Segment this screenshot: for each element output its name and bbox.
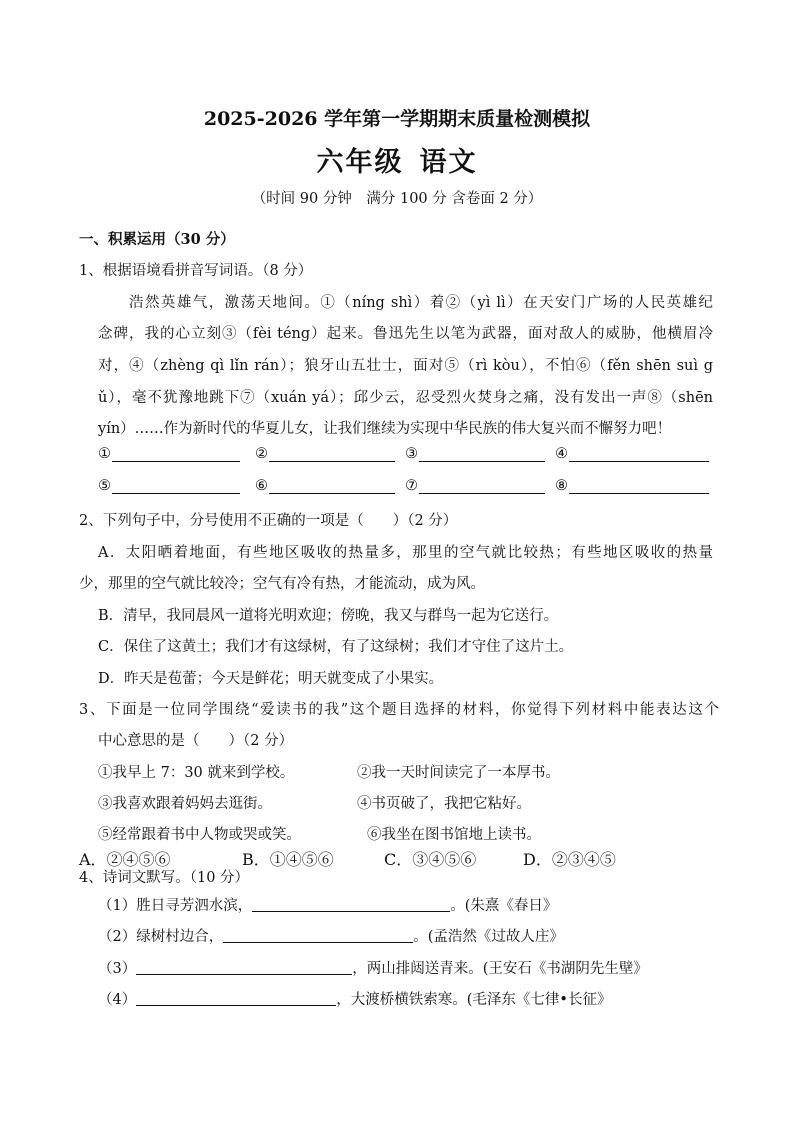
q4-answer-blank[interactable] [136,990,336,1006]
q4-item-text: 。(朱熹《春日》 [450,898,558,914]
blank-number: ③ [405,446,418,462]
q4-item-text: ，大渡桥横铁索寒。(毛泽东《七律•长征》 [336,992,612,1008]
q2-option-a: A．太阳晒着地面，有些地区吸收的热量多，那里的空气就比较热；有些地区吸收的热量 [98,545,713,561]
answer-blank[interactable] [405,477,555,494]
q4-item-text: 。(孟浩然《过故人庄》 [413,929,564,945]
q3-material: ②我一天时间读完了一本厚书。 [357,765,560,781]
q3-choice-c[interactable]: C．③④⑤⑥ [384,850,477,869]
q3-material: ①我早上 7：30 就来到学校。 [98,765,295,781]
q4-item-text: （3） [98,961,137,977]
grade-label: 六年级 [316,147,404,178]
q4-item-text: （4） [98,992,137,1008]
q4-item-2 [98,925,564,946]
q2-option-b: B．清早，我同晨风一道将光明欢迎；傍晚，我又与群鸟一起为它送行。 [98,608,559,624]
q1-passage-line: yín）……作为新时代的华夏儿女，让我们继续为实现中华民族的伟大复兴而不懈努力吧！ [98,421,672,437]
q4-item-text: （2）绿树村边合， [98,929,224,945]
q1-passage-line: 对，④（zhèng qì lǐn rán）；狼牙山五壮士，面对⑤（rì kòu），不怕⑥（fěn shēn suì g [98,358,713,374]
answer-blank[interactable] [555,445,713,462]
q4-answer-blank[interactable] [136,959,352,975]
q3-choice-d[interactable]: D．②③④⑤ [523,850,616,869]
q4-item-text: （1）胜日寻芳泗水滨， [98,898,253,914]
q4-item-4 [98,988,611,1009]
q3-choice-a[interactable]: A．②④⑤⑥ [79,850,171,869]
blank-number: ⑧ [555,478,568,494]
answer-blank[interactable] [98,445,255,462]
q1-prompt: 1、根据语境看拼音写词语。（8 分） [79,263,313,279]
q3-material: ⑥我坐在图书馆地上读书。 [367,827,541,843]
q3-material: ⑤经常跟着书中人物或哭或笑。 [98,827,301,843]
q1-passage-line: 念碑，我的心立刻③（fèi téng）起来。鲁迅先生以笔为武器，面对敌人的威胁，他横眉冷 [98,326,713,342]
q4-item-text: ，两山排闼送青来。(王安石《书湖阴先生壁》 [352,961,648,977]
q3-prompt-cont: 中心意思的是（ ）（2 分） [98,733,294,749]
q3-choice-b[interactable]: B．①④⑤⑥ [242,850,334,869]
exam-title: 2025-2026 学年第一学期期末质量检测模拟 [203,108,591,130]
blank-number: ⑥ [255,478,268,494]
q1-answer-row [98,477,713,494]
q3-material: ④书页破了，我把它粘好。 [357,796,531,812]
answer-blank[interactable] [255,445,405,462]
blank-number: ⑦ [405,478,418,494]
q4-answer-blank[interactable] [223,927,413,943]
blank-number: ① [98,446,111,462]
q2-option-c: C．保住了这黄土；我们才有这绿树，有了这绿树；我们才守住了这片土。 [98,639,574,655]
answer-blank[interactable] [405,445,555,462]
q2-prompt: 2、下列句子中，分号使用不正确的一项是（ ）（2 分） [79,513,458,529]
q3-material: ③我喜欢跟着妈妈去逛街。 [98,796,272,812]
blank-number: ② [255,446,268,462]
q4-prompt: 4、诗词文默写。（10 分） [79,870,250,886]
answer-blank[interactable] [255,477,405,494]
q4-item-3 [98,957,648,978]
blank-number: ⑤ [98,478,111,494]
exam-subtitle [0,140,794,179]
answer-blank[interactable] [98,477,255,494]
q3-prompt: 3、下面是一位同学围绕“爱读书的我”这个题目选择的材料，你觉得下列材料中能表达这个 [79,702,719,718]
q1-answer-row [98,445,713,462]
q1-passage-line: ǔ），毫不犹豫地跳下⑦（xuán yá）；邱少云，忍受烈火焚身之痛，没有发出一声⑧（shēn [98,390,713,406]
q4-answer-blank[interactable] [252,896,450,912]
section-title: 一、积累运用（30 分） [79,231,235,248]
subject-label: 语文 [419,147,478,178]
blank-number: ④ [555,446,568,462]
q1-passage-line: 浩然英雄气，激荡天地间。①（níng shì）着②（yì lì）在天安门广场的人民英雄纪 [129,295,713,311]
exam-meta: （时间 90 分钟 满分 100 分 含卷面 2 分） [251,191,543,207]
q4-item-1 [98,894,557,915]
q2-option-a-cont: 少，那里的空气就比较冷；空气有冷有热，才能流动，成为风。 [79,576,485,592]
q2-option-d: D．昨天是苞蕾；今天是鲜花；明天就变成了小果实。 [98,671,444,687]
answer-blank[interactable] [555,477,713,494]
